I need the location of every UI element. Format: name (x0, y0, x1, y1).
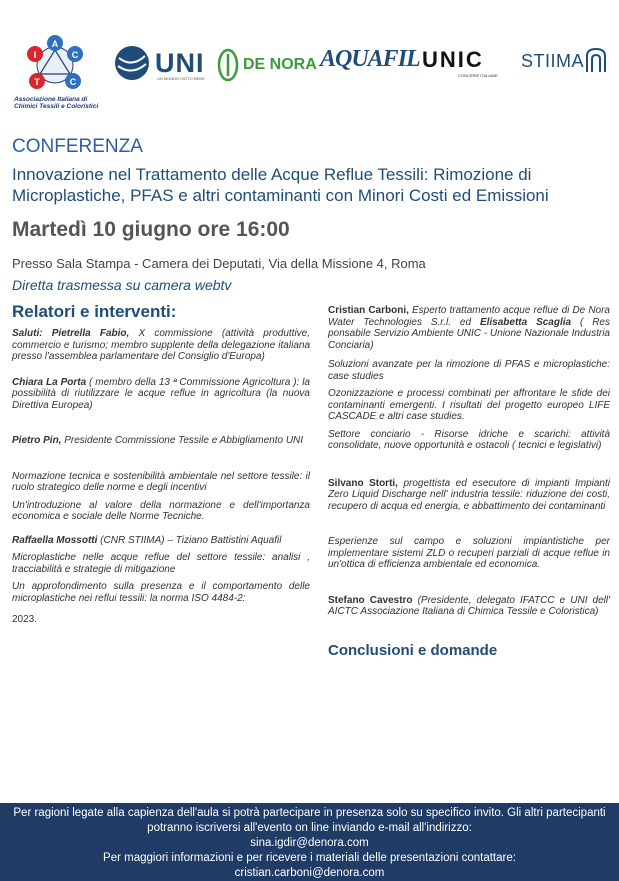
footer-attendance-note: Per ragioni legate alla capienza dell'aula si potrà partecipare in presenza solo su specifico invito. Gli altri partecipanti potranno iscriversi all'evento on line inviando e-mail all'indirizzo: (13, 807, 606, 834)
denora-leaf-icon (217, 48, 239, 82)
conclusions-heading: Conclusioni e domande (328, 641, 498, 659)
aictc-letter: C (69, 77, 77, 87)
talk-microplastiche-sub: Un approfondimento sulla presenza e il comportamento delle microplastiche nei reflui tessili: la norma ISO 4484-2: (12, 581, 310, 604)
event-venue: Presso Sala Stampa - Camera dei Deputati, Via della Missione 4, Roma (12, 256, 426, 271)
speaker-desc: X commissione (attività produttive, commercio e turismo; membro supplente della delegazione italiana presso l'assemblea parlamentare del Consiglio d'Europa) (12, 328, 311, 362)
aictc-logo (14, 34, 99, 118)
speaker-carboni (328, 305, 610, 351)
footer-email-registration[interactable]: sina.igdir@denora.com (250, 837, 369, 849)
speaker-name: Elisabetta Scaglia (479, 316, 572, 328)
speakers-right-column (328, 305, 610, 659)
speaker-desc: ( Res ponsabile Servizio Ambiente UNIC - Unione Nazionale Industria Conciaria) (328, 316, 610, 351)
talk-microplastiche: Microplastiche nelle acque reflue del settore tessile: analisi , tracciabilità e strategie di mitigazione (12, 552, 310, 575)
talk-conciario: Settore conciario - Risorse idriche e scarichi: attività consolidate, nuove opportunità e ostacoli ( tecnici e legislativi) (328, 428, 610, 451)
uni-logo (113, 44, 205, 82)
talk-year: 2023. (12, 614, 38, 625)
speaker-desc: (CNR STIIMA) – Tiziano Battistini Aquafil (97, 534, 282, 546)
speaker-name: Raffaella Mossotti (12, 534, 98, 546)
logo-bar (0, 34, 619, 118)
unic-wordmark: UNIC (422, 47, 484, 72)
speaker-storti (328, 478, 610, 513)
speaker-pin (12, 435, 310, 447)
aictc-emblem-icon (20, 34, 90, 96)
event-type-label: CONFERENZA (12, 136, 143, 157)
aquafil-logo: AQUAFIL (320, 46, 420, 72)
talk-normazione: Normazione tecnica e sostenibilità ambientale nel settore tessile: il ruolo strategico delle norme e degli incentivi (12, 470, 310, 493)
aictc-letter: I (33, 50, 37, 60)
speaker-desc: Presidente Commissione Tessile e Abbigliamento UNI (61, 435, 304, 446)
stiima-mark-icon (583, 46, 609, 76)
uni-wordmark: UNI (155, 47, 205, 78)
speaker-name: Stefano Cavestro (328, 594, 413, 606)
stiima-logo: STIIMA (521, 51, 585, 71)
denora-logo (217, 48, 317, 82)
speaker-cavestro (328, 595, 610, 618)
aictc-letter: C (71, 50, 79, 60)
talk-normazione-sub: Un'introduzione al valore della normazione e dell'importanza economica e sociale delle Norme Tecniche. (12, 499, 310, 522)
speaker-desc: progettista ed esecutore di impianti Impianti Zero Liquid Discharge nell' industria tessile: riduzione dei costi, recupero di acqua ed energia, e abbattimento dei contaminanti (328, 477, 610, 512)
section-title: Relatori e interventi: (12, 302, 177, 321)
denora-wordmark: DE NORA (243, 56, 317, 73)
talk-esperienze: Esperienze sul campo e soluzioni impiantistiche per implementare sistemi ZLD o recuperi parziali di acque reflue in un'ottica di efficienza ambientale ed economica. (328, 536, 610, 570)
speaker-desc: ( membro della 13 ª Commissione Agricoltura ): la possibilità di riutilizzare le acque reflue in agricoltura (la nuova Direttiva Europea) (12, 376, 310, 411)
speaker-desc: (Presidente, delegato IFATCC e UNI dell' AICTC Associazione Italiana di Chimica Tessile e Coloristica) (328, 594, 611, 617)
talk-ozonizzazione: Ozonizzazione e processi combinati per affrontare le sfide dei contaminanti emergenti. I risultati del progetto europeo LIFE CASCADE e altri case studies. (328, 388, 610, 422)
speaker-saluti (12, 328, 310, 363)
unic-logo (422, 47, 498, 78)
aictc-letter: A (51, 39, 59, 49)
speaker-desc: Esperto trattamento acque reflue di De Nora Water Technologies S.r.l. ed (328, 305, 610, 328)
event-date: Martedì 10 giugno ore 16:00 (12, 218, 290, 241)
speaker-name: Cristian Carboni, (328, 305, 409, 316)
uni-tagline: UN MONDO FATTO BENE (157, 76, 205, 81)
unic-tagline: CONCERIE ITALIANE (458, 73, 498, 78)
aictc-caption: Associazione Italiana di Chimici Tessili e Coloristici (14, 96, 99, 110)
conference-title: Innovazione nel Trattamento delle Acque Reflue Tessili: Rimozione di Microplastiche, PFAS e altri contaminanti con Minori Costi ed Emissioni (12, 165, 549, 205)
speaker-name: Chiara La Porta (12, 376, 87, 388)
footer-info-note: Per maggiori informazioni e per ricevere i materiali delle presentazioni contattare: (103, 852, 516, 864)
globe-icon (113, 44, 151, 82)
speaker-laporta (12, 377, 310, 412)
talk-soluzioni: Soluzioni avanzate per la rimozione di PFAS e microplastiche: case studies (328, 359, 610, 382)
speaker-name: Pietro Pin, (12, 435, 62, 446)
speakers-left-column (12, 302, 310, 626)
footer-email-contact[interactable]: cristian.carboni@denora.com (234, 867, 385, 879)
stream-notice: Diretta trasmessa su camera webtv (12, 277, 232, 293)
footer-banner (0, 803, 619, 881)
speaker-name: Silvano Storti, (328, 477, 398, 489)
speaker-mossotti (12, 535, 310, 547)
aictc-letter: T (34, 77, 40, 87)
speaker-name: Saluti: Pietrella Fabio, (12, 328, 130, 339)
